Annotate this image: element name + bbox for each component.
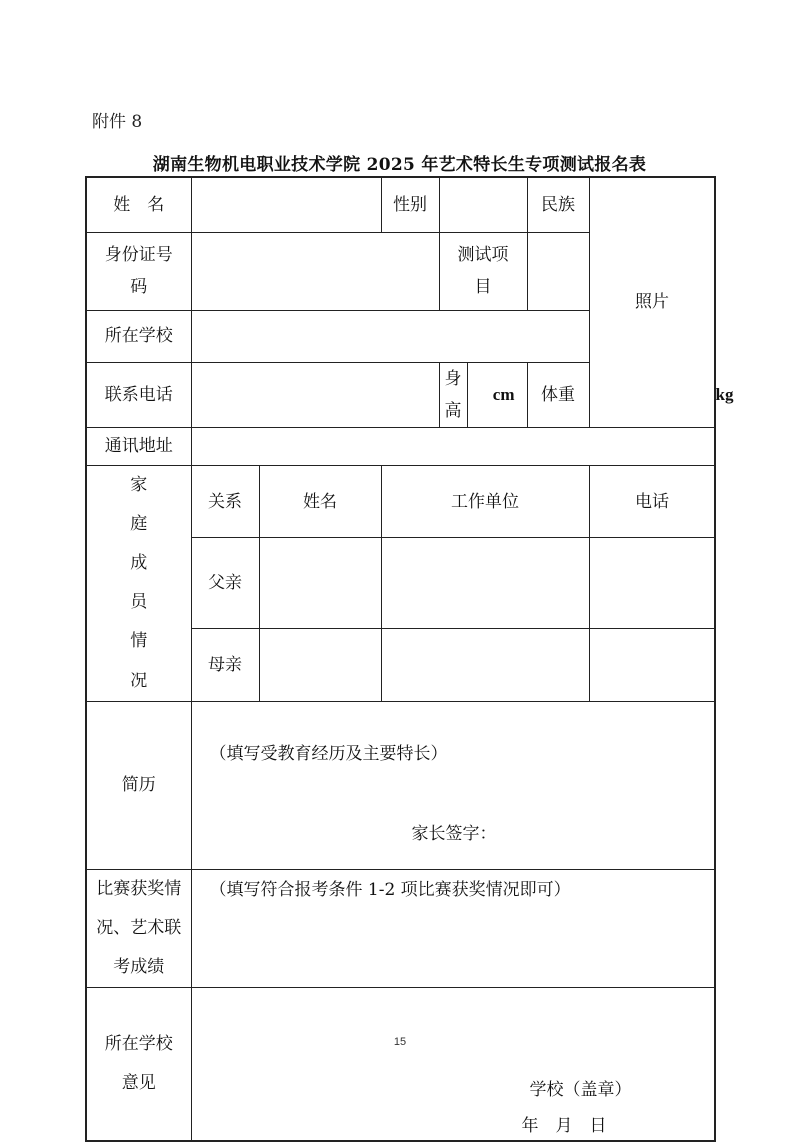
school-label: 所在学校: [86, 310, 191, 362]
family-label: 家庭成员情况: [86, 466, 191, 702]
family-header-workplace: 工作单位: [381, 466, 589, 538]
resume-label: 简历: [86, 701, 191, 869]
height-label: 身高: [439, 362, 467, 428]
height-unit: cm: [492, 384, 515, 404]
opinion-label: 所在学校意见: [86, 987, 191, 1141]
school-field[interactable]: [191, 310, 589, 362]
awards-label: 比赛获奖情况、艺术联考成绩: [86, 869, 191, 987]
gender-label: 性别: [381, 177, 439, 232]
address-field[interactable]: [191, 428, 715, 466]
phone-field[interactable]: [191, 362, 439, 428]
id-number-label: 身份证号码: [86, 232, 191, 310]
father-workplace-field[interactable]: [381, 538, 589, 629]
registration-form: [85, 176, 734, 1142]
test-item-field[interactable]: [527, 232, 589, 310]
form-title: 湖南生物机电职业技术学院 2025 年艺术特长生专项测试报名表: [152, 155, 647, 175]
awards-note: （填写符合报考条件 1-2 项比赛获奖情况即可）: [209, 879, 571, 900]
page-number: 15: [393, 1036, 407, 1048]
family-header-phone: 电话: [589, 466, 715, 538]
weight-label: 体重: [527, 362, 589, 428]
family-row-father: 父亲: [191, 538, 259, 629]
height-field[interactable]: [467, 362, 527, 428]
resume-field[interactable]: [191, 701, 715, 869]
mother-phone-field[interactable]: [589, 629, 715, 701]
date-label: 年 月 日: [521, 1115, 607, 1136]
family-header-relation: 关系: [191, 466, 259, 538]
father-phone-field[interactable]: [589, 538, 715, 629]
phone-label: 联系电话: [86, 362, 191, 428]
test-item-label: 测试项目: [439, 232, 527, 310]
id-number-field[interactable]: [191, 232, 439, 310]
family-header-name: 姓名: [259, 466, 381, 538]
ethnicity-label: 民族: [527, 177, 589, 232]
name-label: 姓 名: [86, 177, 191, 232]
school-stamp-label: 学校（盖章）: [529, 1079, 632, 1100]
gender-field[interactable]: [439, 177, 527, 232]
awards-field[interactable]: [191, 869, 715, 987]
name-field[interactable]: [191, 177, 381, 232]
address-label: 通讯地址: [86, 428, 191, 466]
mother-name-field[interactable]: [259, 629, 381, 701]
family-row-mother: 母亲: [191, 629, 259, 701]
photo-box[interactable]: 照片: [589, 177, 715, 428]
resume-note: （填写受教育经历及主要特长）: [209, 743, 448, 764]
father-name-field[interactable]: [259, 538, 381, 629]
mother-workplace-field[interactable]: [381, 629, 589, 701]
opinion-field[interactable]: [191, 987, 715, 1141]
parent-signature-label: 家长签字：: [411, 823, 497, 844]
weight-unit: kg: [715, 384, 734, 404]
attachment-label: 附件 8: [92, 112, 143, 132]
